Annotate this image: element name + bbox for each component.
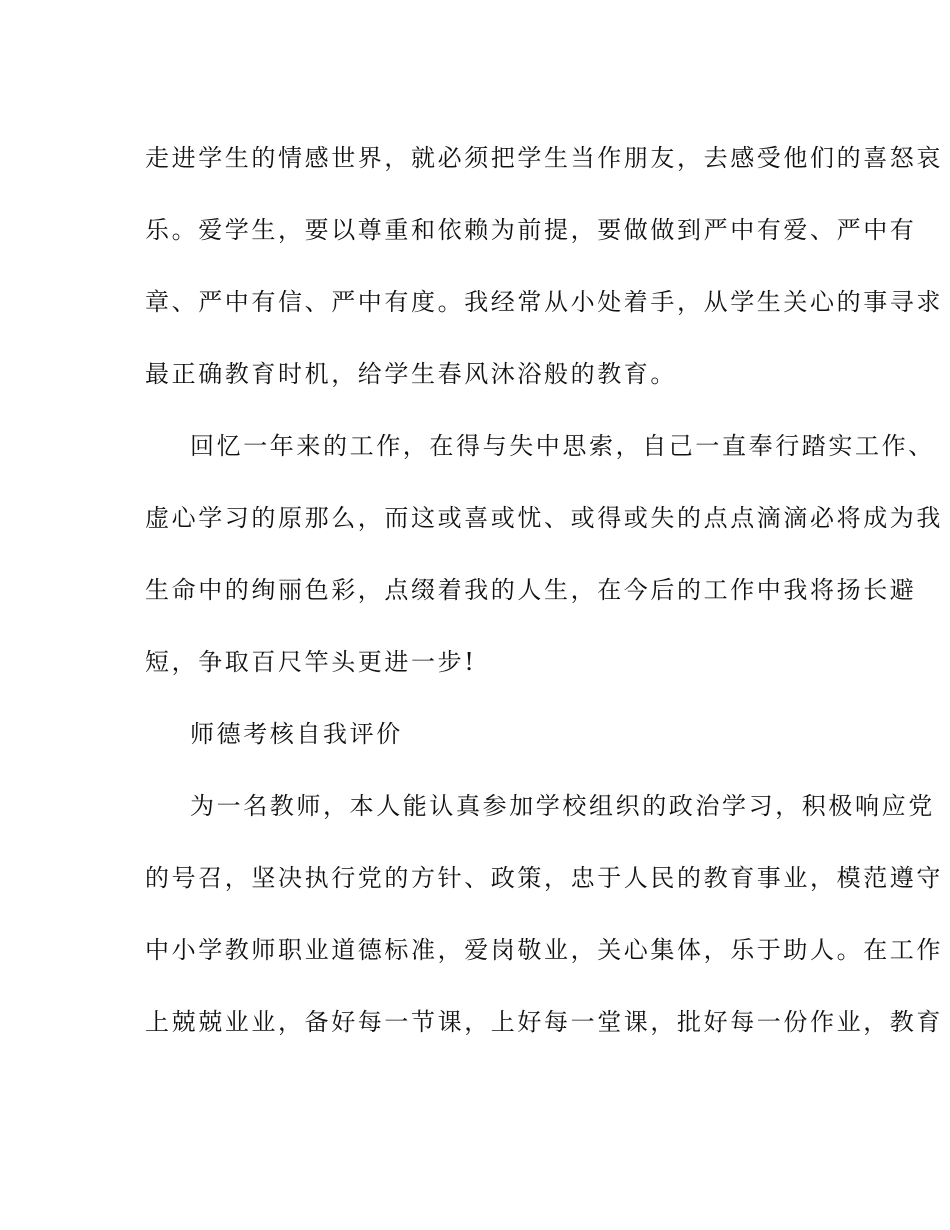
paragraph-line: 短，争取百尺竿头更进一步! [145, 648, 477, 676]
paragraph-line: 虚心学习的原那么，而这或喜或忧、或得或失的点点滴滴必将成为我 [145, 504, 943, 532]
section-heading: 师德考核自我评价 [190, 720, 403, 748]
paragraph-line: 回忆一年来的工作，在得与失中思索，自己一直奉行踏实工作、 [190, 432, 935, 460]
paragraph-line: 生命中的绚丽色彩，点缀着我的人生，在今后的工作中我将扬长避 [145, 576, 917, 604]
paragraph-line: 的号召，坚决执行党的方针、政策，忠于人民的教育事业，模范遵守 [145, 864, 943, 892]
paragraph-line: 中小学教师职业道德标准，爱岗敬业，关心集体，乐于助人。在工作 [145, 936, 943, 964]
paragraph-line: 上兢兢业业，备好每一节课，上好每一堂课，批好每一份作业，教育 [145, 1008, 943, 1036]
paragraph-line: 为一名教师，本人能认真参加学校组织的政治学习，积极响应党 [190, 792, 935, 820]
paragraph-line: 最正确教育时机，给学生春风沐浴般的教育。 [145, 360, 677, 388]
paragraph-line: 章、严中有信、严中有度。我经常从小处着手，从学生关心的事寻求 [145, 288, 943, 316]
paragraph-line: 走进学生的情感世界，就必须把学生当作朋友，去感受他们的喜怒哀 [145, 144, 943, 172]
paragraph-line: 乐。爱学生，要以尊重和依赖为前提，要做做到严中有爱、严中有 [145, 216, 917, 244]
